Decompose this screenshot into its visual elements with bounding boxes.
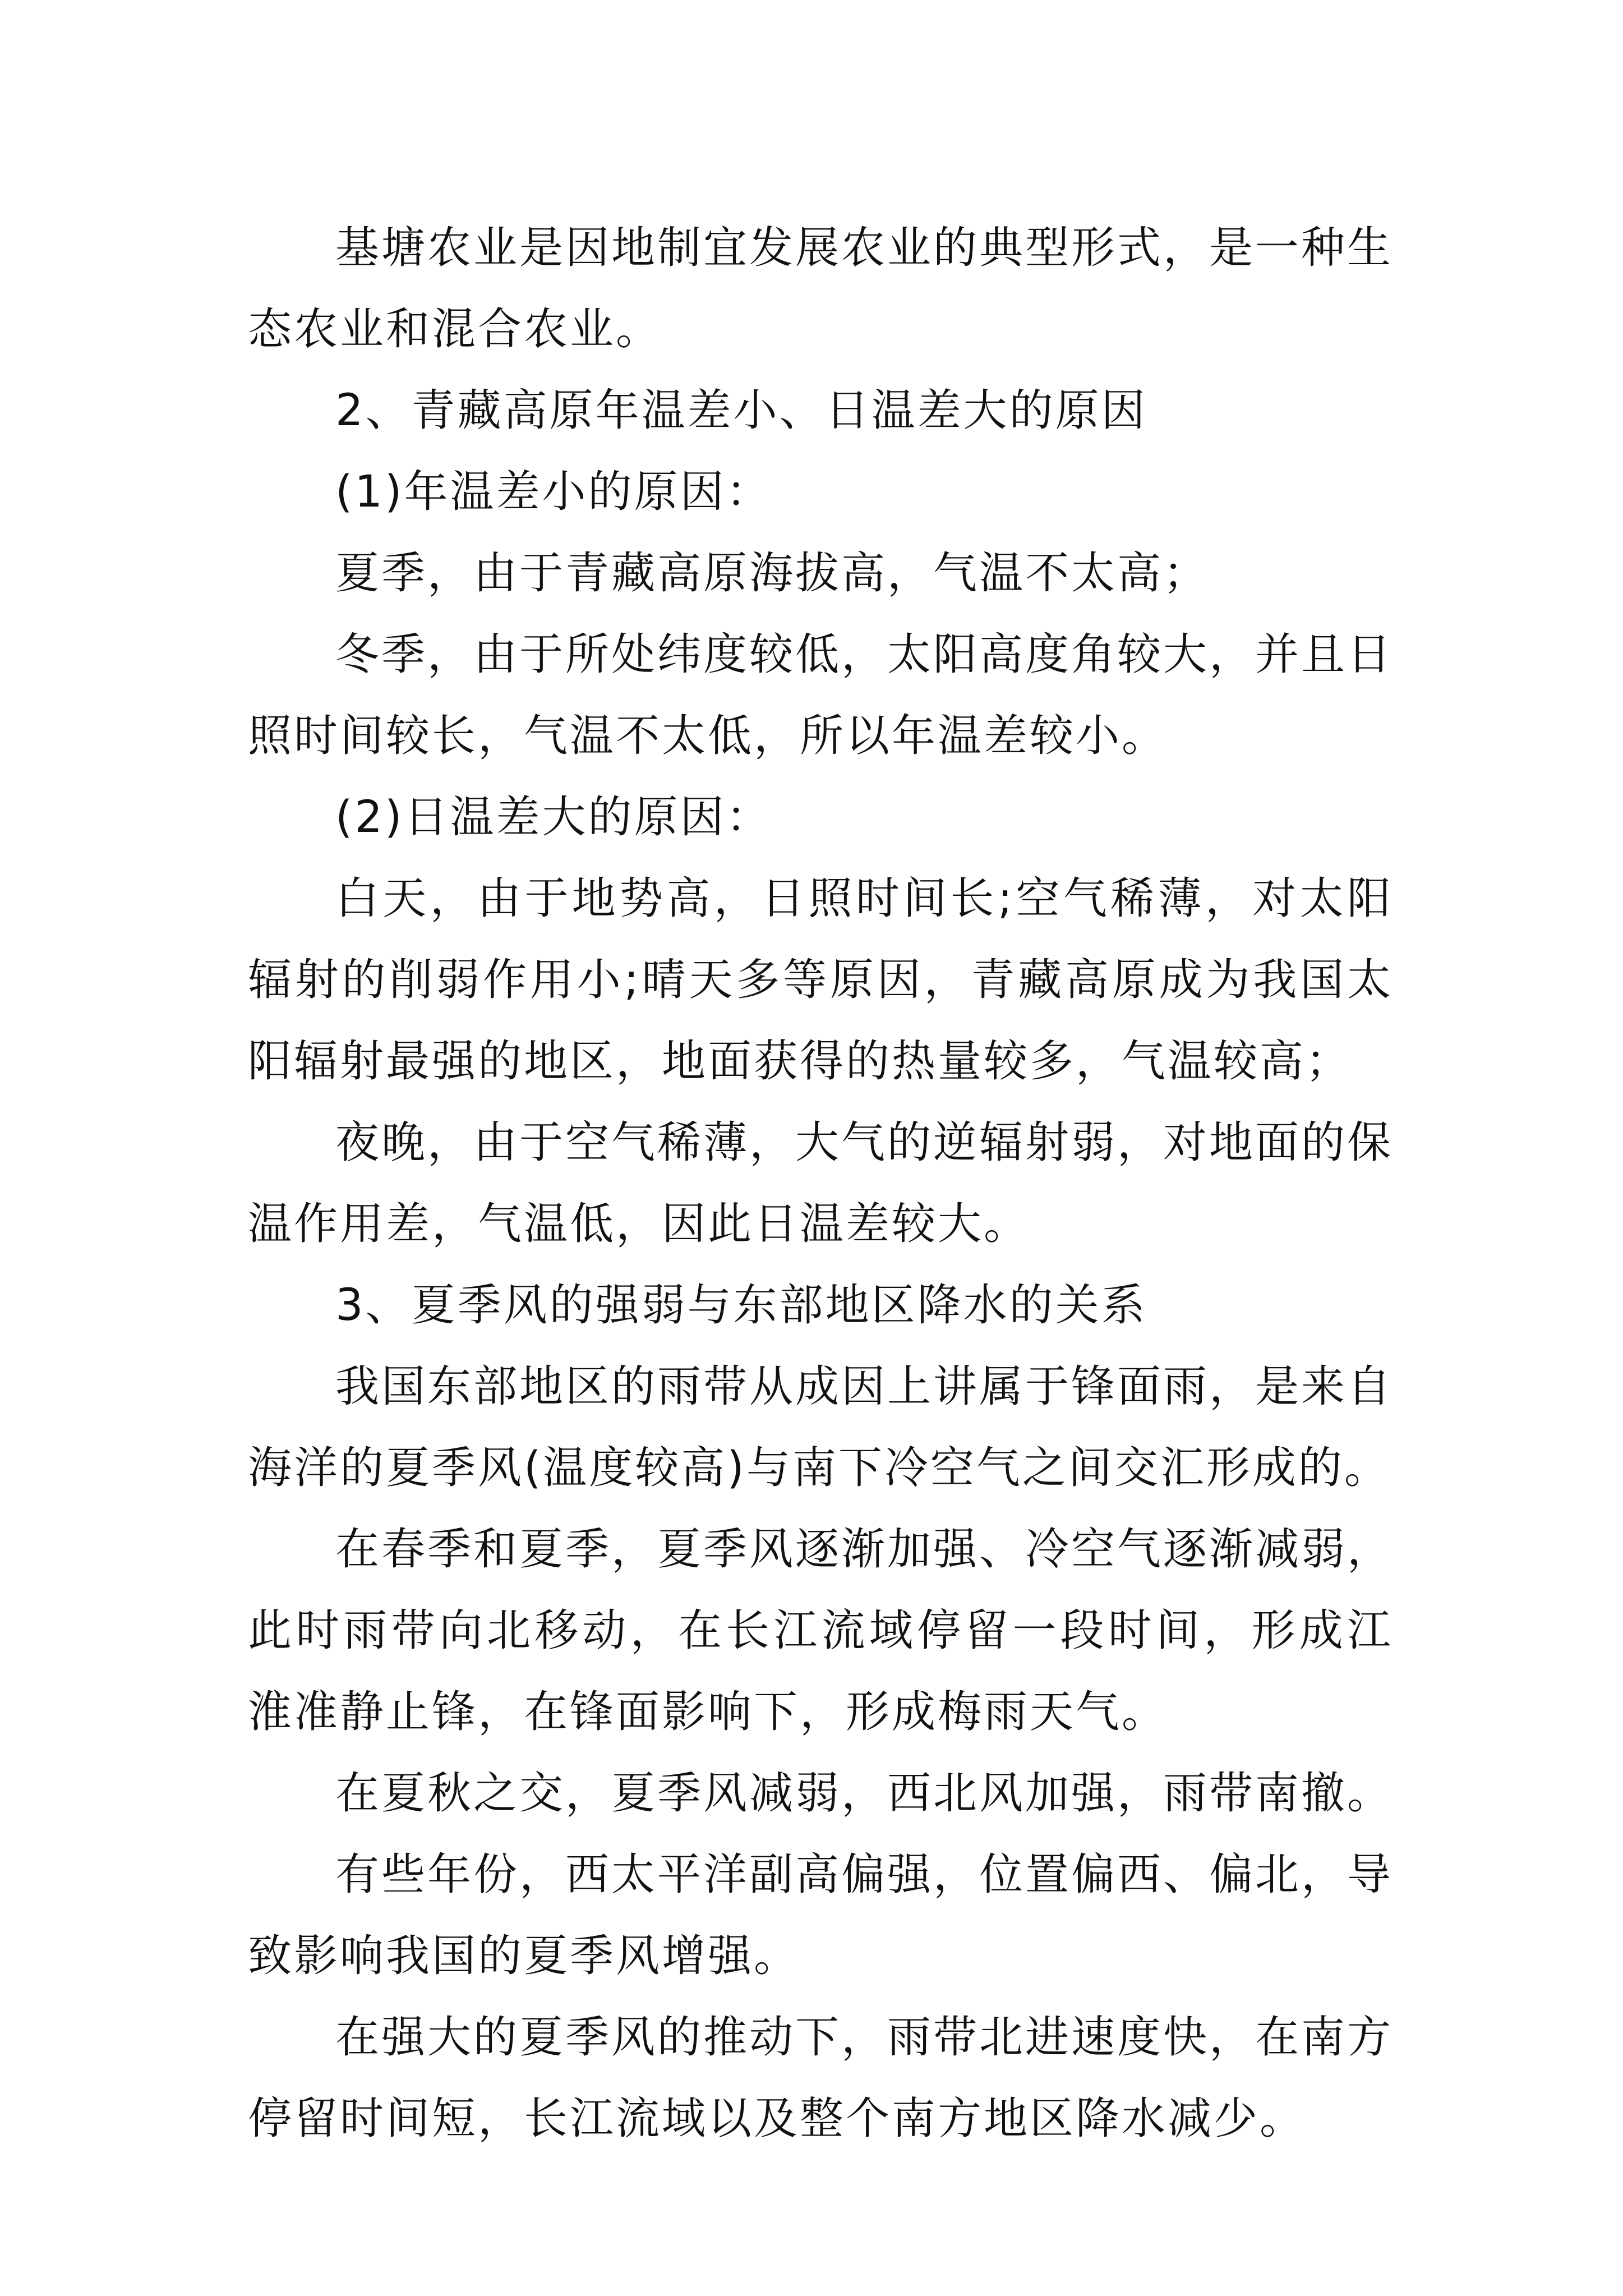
subheading-daily-range: (2)日温差大的原因：: [335, 792, 772, 843]
section-heading-2: 2、青藏高原年温差小、日温差大的原因: [335, 385, 1147, 436]
paragraph-summer: 夏季，由于青藏高原海拔高，气温不太高；: [335, 548, 1210, 599]
paragraph-daytime: 白天，由于地势高，日照时间长;空气稀薄，对太阳辐射的削弱作用小;晴天多等原因，青藏高原成为我国太阳辐射最强的地区，地面获得的热量较多，气温较高；: [248, 873, 1393, 1087]
paragraph-night: 夜晚，由于空气稀薄，大气的逆辐射弱，对地面的保温作用差，气温低，因此日温差较大。: [248, 1117, 1394, 1249]
document-body: [248, 208, 1393, 2160]
paragraph-rain-belt: 我国东部地区的雨带从成因上讲属于锋面雨，是来自海洋的夏季风(温度较高)与南下冷空气之间交汇形成的。: [248, 1361, 1394, 1493]
section-heading-3: 3、夏季风的强弱与东部地区降水的关系: [335, 1280, 1147, 1331]
paragraph-strong-monsoon: 在强大的夏季风的推动下，雨带北进速度快，在南方停留时间短，长江流域以及整个南方地区降水减少。: [248, 2012, 1394, 2144]
paragraph-spring-summer: 在春季和夏季，夏季风逐渐加强、冷空气逐渐减弱，此时雨带向北移动，在长江流域停留一段时间，形成江淮准静止锋，在锋面影响下，形成梅雨天气。: [248, 1524, 1394, 1737]
paragraph-jitang-agriculture: 基塘农业是因地制宜发展农业的典型形式，是一种生态农业和混合农业。: [248, 223, 1394, 355]
subheading-annual-range: (1)年温差小的原因：: [335, 467, 772, 517]
paragraph-winter: 冬季，由于所处纬度较低，太阳高度角较大，并且日照时间较长，气温不太低，所以年温差较小。: [248, 629, 1394, 761]
paragraph-summer-autumn: 在夏秋之交，夏季风减弱，西北风加强，雨带南撤。: [335, 1768, 1394, 1819]
paragraph-subtropical-high: 有些年份，西太平洋副高偏强，位置偏西、偏北，导致影响我国的夏季风增强。: [248, 1849, 1394, 1981]
